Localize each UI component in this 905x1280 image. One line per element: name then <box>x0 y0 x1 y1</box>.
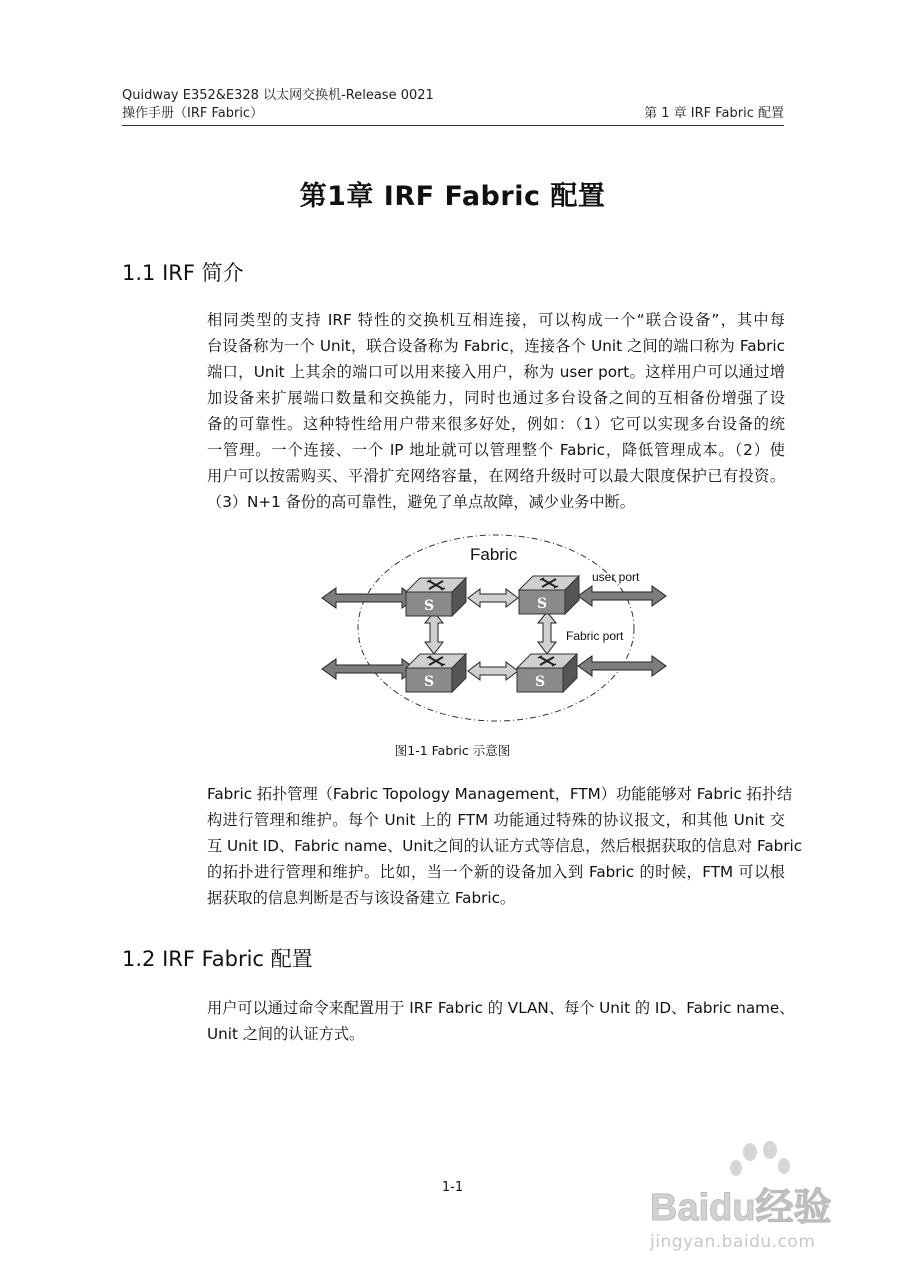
switch-unit <box>517 654 577 692</box>
fabric-port-arrow <box>468 662 518 680</box>
fabric-label: Fabric <box>470 545 518 564</box>
fabric-port-arrow <box>538 612 556 654</box>
section-title-1-2: 1.2 IRF Fabric 配置 <box>122 947 313 971</box>
user-port-arrow <box>322 659 416 679</box>
chapter-title: 第1章 IRF Fabric 配置 <box>299 181 606 212</box>
text-line: 端口，Unit 上其余的端口可以用来接入用户，称为 user port。这样用户可以通过增 <box>207 363 785 381</box>
fabric-port-label: Fabric port <box>566 629 624 643</box>
header-product: Quidway E352&E328 以太网交换机-Release 0021 <box>122 88 434 103</box>
text-line: Unit 之间的认证方式。 <box>207 1025 365 1043</box>
fabric-diagram <box>310 528 680 728</box>
text-line: 相同类型的支持 IRF 特性的交换机互相连接，可以构成一个“联合设备”，其中每 <box>207 311 785 329</box>
baidu-logo-text: Baidu经验 <box>650 1187 832 1229</box>
text-line: （3）N+1 备份的高可靠性，避免了单点故障，减少业务中断。 <box>207 493 635 511</box>
section1-paragraph1 <box>207 307 785 515</box>
switch-label: S <box>534 674 546 690</box>
switch-label: S <box>423 674 435 690</box>
text-line: 互 Unit ID、Fabric name、Unit之间的认证方式等信息，然后根据获取的信息对 Fabric <box>207 837 803 855</box>
text-line: 用户可以通过命令来配置用于 IRF Fabric 的 VLAN、每个 Unit 的 ID、Fabric name、 <box>207 999 795 1017</box>
text-line: 用户可以按需购买、平滑扩充网络容量，在网络升级时可以最大限度保护已有投资。 <box>207 467 785 485</box>
fabric-port-arrow <box>425 612 443 654</box>
text-line: Fabric 拓扑管理（Fabric Topology Management，FTM）功能能够对 Fabric 拓扑结 <box>207 785 793 803</box>
switch-unit <box>519 576 579 614</box>
figure-caption: 图1-1 Fabric 示意图 <box>394 743 511 758</box>
section1-paragraph2 <box>207 781 803 911</box>
switch-label: S <box>536 596 548 612</box>
section2-paragraph <box>207 995 795 1047</box>
text-line: 台设备称为一个 Unit，联合设备称为 Fabric，连接各个 Unit 之间的端口称为 Fabric <box>207 337 785 355</box>
header-chapter-ref: 第 1 章 IRF Fabric 配置 <box>644 106 784 121</box>
switch-unit <box>406 578 466 616</box>
user-port-arrow <box>578 586 666 606</box>
switch-label: S <box>423 598 435 614</box>
text-line: 备的可靠性。这种特性给用户带来很多好处，例如：（1）它可以实现多台设备的统 <box>207 415 785 433</box>
header-manual: 操作手册（IRF Fabric） <box>122 106 264 121</box>
text-line: 一管理。一个连接、一个 IP 地址就可以管理整个 Fabric，降低管理成本。（2）使 <box>207 441 785 459</box>
header-divider <box>122 125 784 126</box>
user-port-arrow <box>578 656 666 676</box>
text-line: 的拓扑进行管理和维护。比如，当一个新的设备加入到 Fabric 的时候，FTM 可以根 <box>207 863 785 881</box>
text-line: 构进行管理和维护。每个 Unit 上的 FTM 功能通过特殊的协议报文，和其他 Unit 交 <box>207 811 785 829</box>
text-line: 加设备来扩展端口数量和交换能力，同时也通过多台设备之间的互相备份增强了设 <box>207 389 785 407</box>
page-number: 1-1 <box>441 1180 464 1195</box>
switch-unit <box>406 654 466 692</box>
watermark-url: jingyan.baidu.com <box>650 1232 816 1252</box>
text-line: 据获取的信息判断是否与该设备建立 Fabric。 <box>207 889 516 907</box>
fabric-port-arrow <box>468 589 518 607</box>
user-port-label: user port <box>592 570 640 584</box>
section-title-1-1: 1.1 IRF 简介 <box>122 261 244 285</box>
